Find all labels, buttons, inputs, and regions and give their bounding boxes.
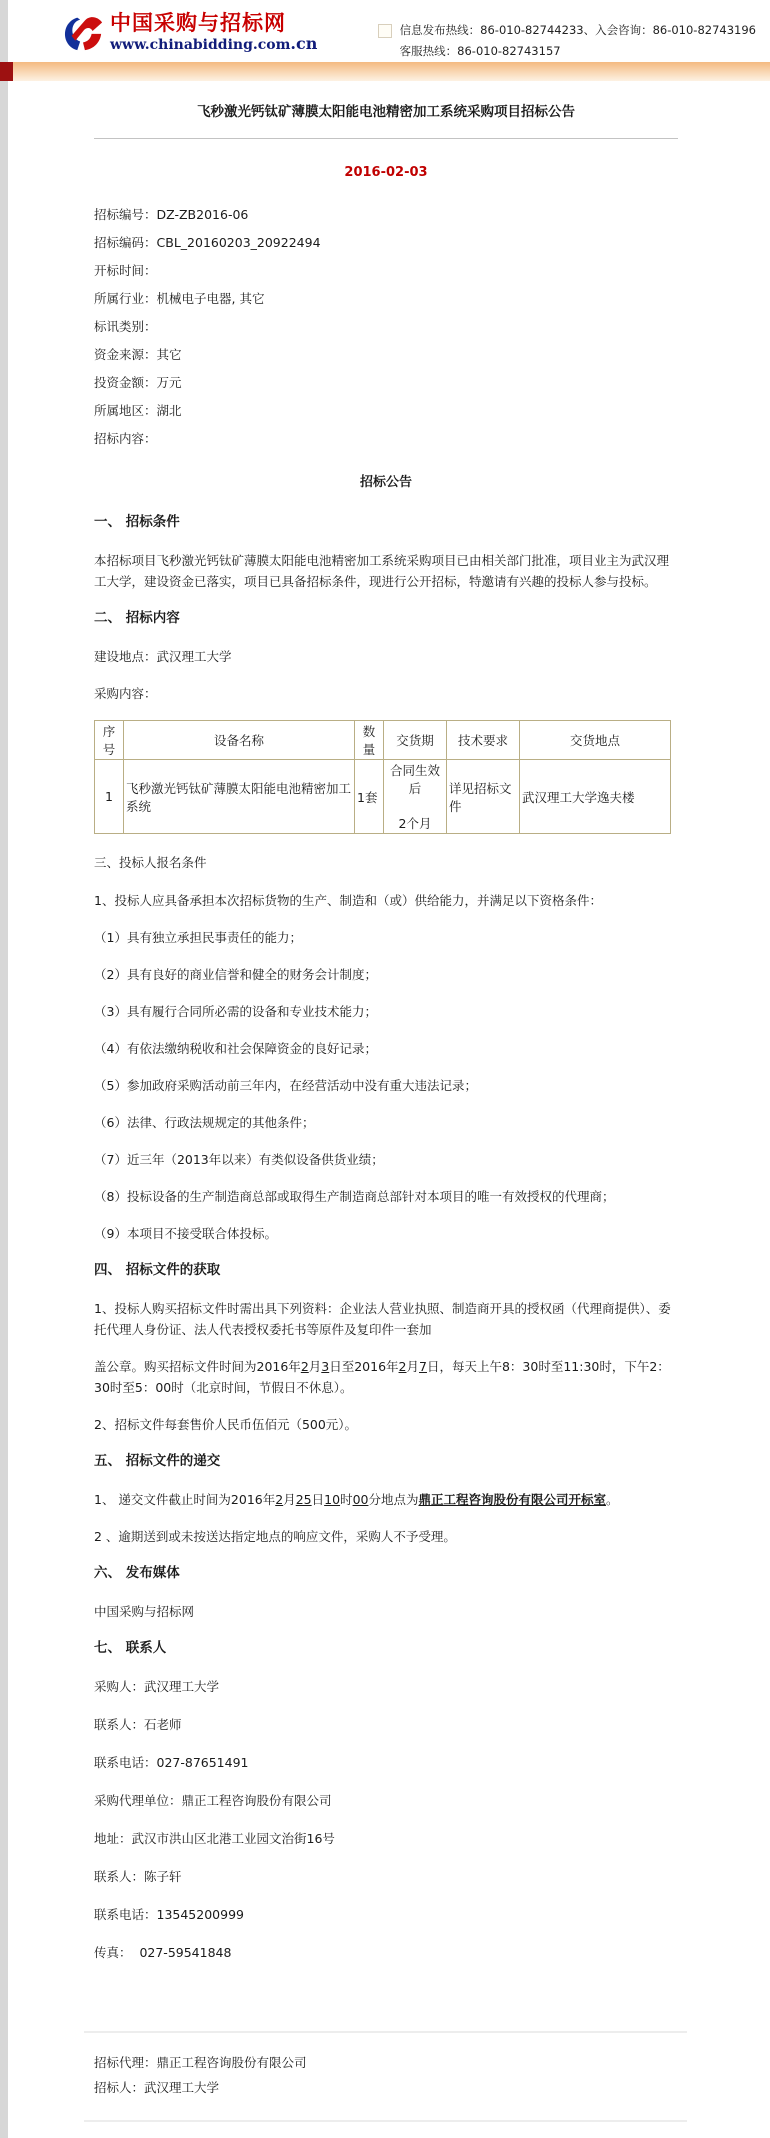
section3-heading: 三、投标人报名条件 <box>94 855 207 870</box>
text-run: 。 <box>606 1492 619 1507</box>
qualification-item: （4）有依法缴纳税收和社会保障资金的良好记录； <box>94 1041 377 1056</box>
late-submission-paragraph: 2 、逾期送到或未按送达指定地点的响应文件，采购人不予受理。 <box>94 1529 456 1544</box>
cell-seq: 1 <box>95 760 124 834</box>
meta-value: 其它 <box>156 347 182 362</box>
deadline-paragraph <box>94 1489 678 1510</box>
bid-opening-venue: 鼎正工程咨询股份有限公司开标室 <box>418 1492 606 1507</box>
meta-value: 万元 <box>156 375 182 390</box>
contact-list <box>94 1676 678 1963</box>
text-run: 日 <box>311 1492 325 1507</box>
meta-field <box>94 374 678 391</box>
meta-field <box>94 290 678 307</box>
meta-value: 湖北 <box>156 403 182 418</box>
site-url-suffix: .cn <box>290 34 318 53</box>
underlined-run: 00 <box>352 1492 369 1507</box>
text-run: 分地点为 <box>368 1492 419 1507</box>
document-price-paragraph: 2、招标文件每套售价人民币伍佰元（500元）。 <box>94 1417 358 1432</box>
qualification-item: （9）本项目不接受联合体投标。 <box>94 1226 277 1241</box>
hotline-block <box>378 23 756 65</box>
qualification-item: （3）具有履行合同所必需的设备和专业技术能力； <box>94 1004 377 1019</box>
cell-qty: 1套 <box>355 760 384 834</box>
meta-value: DZ-ZB2016-06 <box>156 207 249 222</box>
contact-line: 传真： 027-59541848 <box>94 1945 232 1960</box>
site-url-main: www.chinabidding.com <box>110 37 291 53</box>
footer-bottom-divider <box>84 2120 687 2122</box>
contact-line: 联系人：石老师 <box>94 1717 182 1732</box>
contact-line: 采购代理单位：鼎正工程咨询股份有限公司 <box>94 1793 332 1808</box>
section6-heading: 六、 发布媒体 <box>94 1565 180 1581</box>
cell-name: 飞秒激光钙钛矿薄膜太阳能电池精密加工系统 <box>124 760 355 834</box>
text-run: 1、 递交文件截止时间为2016年 <box>94 1492 276 1507</box>
meta-label: 所属行业： <box>94 291 157 306</box>
meta-field <box>94 318 678 335</box>
col-header-delivery: 交货期 <box>384 721 447 760</box>
contact-line: 联系电话：027-87651491 <box>94 1755 249 1770</box>
contact-line: 联系电话：13545200999 <box>94 1907 244 1922</box>
contact-line: 地址：武汉市洪山区北港工业园文治街16号 <box>94 1831 335 1846</box>
meta-value: 机械电子电器, 其它 <box>156 291 265 306</box>
announcement-footer <box>94 2031 678 2138</box>
underlined-run: 2 <box>300 1359 309 1374</box>
header-checkbox[interactable] <box>378 24 392 38</box>
page-title: 飞秒激光钙钛矿薄膜太阳能电池精密加工系统采购项目招标公告 <box>197 104 575 120</box>
text-run: 时 <box>340 1492 353 1507</box>
notice-heading: 招标公告 <box>359 475 412 490</box>
qualification-item: （7）近三年（2013年以来）有类似设备供货业绩； <box>94 1152 384 1167</box>
meta-label: 开标时间： <box>94 263 157 278</box>
meta-field <box>94 262 678 279</box>
site-header <box>0 0 770 62</box>
equipment-table <box>94 720 671 834</box>
construction-site-line: 建设地点：武汉理工大学 <box>94 649 232 664</box>
underlined-run: 10 <box>324 1492 341 1507</box>
text-run: 日至2016年 <box>329 1359 399 1374</box>
text-run: 盖公章。购买招标文件时间为2016年 <box>94 1359 301 1374</box>
footer-agent-line: 招标代理：鼎正工程咨询股份有限公司 <box>94 2055 307 2070</box>
text-run: 日，每天上午8：30时至11:30时，下午2：30时至5：00时（北京时间，节假日不休息）。 <box>94 1359 670 1395</box>
table-header-row <box>95 721 671 760</box>
section1-paragraph: 本招标项目飞秒激光钙钛矿薄膜太阳能电池精密加工系统采购项目已由相关部门批准，项目业主为武汉理工大学，建设资金已落实，项目已具备招标条件，现进行公开招标，特邀请有兴趣的投标人参与投标。 <box>94 553 670 589</box>
orange-divider-bar <box>0 62 770 81</box>
col-header-seq: 序号 <box>95 721 124 760</box>
purchase-content-label: 采购内容： <box>94 686 157 701</box>
col-header-tech: 技术要求 <box>447 721 520 760</box>
qualification-item: （5）参加政府采购活动前三年内，在经营活动中没有重大违法记录； <box>94 1078 477 1093</box>
meta-label: 资金来源： <box>94 347 157 362</box>
meta-label: 所属地区： <box>94 403 157 418</box>
meta-label: 标讯类别： <box>94 319 157 334</box>
section5-heading: 五、 招标文件的递交 <box>94 1453 221 1469</box>
footer-bidder-line: 招标人：武汉理工大学 <box>94 2080 220 2095</box>
col-header-qty: 数量 <box>355 721 384 760</box>
service-hotline: 客服热线：86-010-82743157 <box>399 44 561 58</box>
hotline-lines <box>400 23 756 65</box>
site-url <box>110 36 317 53</box>
publish-date: 2016-02-03 <box>344 165 428 180</box>
cell-tech: 详见招标文件 <box>447 760 520 834</box>
underlined-run: 25 <box>295 1492 312 1507</box>
meta-field-list <box>94 206 678 447</box>
site-name: 中国采购与招标网 <box>110 11 286 35</box>
delivery-line1: 合同生效后 <box>389 763 440 796</box>
red-corner-chip <box>0 62 13 81</box>
page-left-edge <box>0 0 8 2138</box>
chinabidding-logo-icon <box>62 11 104 53</box>
text-run: 月 <box>308 1359 322 1374</box>
publish-media-line: 中国采购与招标网 <box>94 1604 195 1619</box>
footer-divider <box>84 2031 687 2033</box>
col-header-place: 交货地点 <box>520 721 671 760</box>
announcement-content <box>0 81 770 2138</box>
section4-heading: 四、 招标文件的获取 <box>94 1262 221 1278</box>
cell-delivery <box>384 760 447 834</box>
qualification-item: （6）法律、行政法规规定的其他条件； <box>94 1115 315 1130</box>
meta-field <box>94 234 678 251</box>
title-divider <box>94 138 678 139</box>
contact-line: 联系人：陈子轩 <box>94 1869 182 1884</box>
meta-label: 招标内容： <box>94 431 157 446</box>
document-purchase-paragraph: 1、投标人购买招标文件时需出具下列资料：企业法人营业执照、制造商开具的授权函（代理商提供）、委托代理人身份证、法人代表授权委托书等原件及复印件一套加 <box>94 1301 671 1337</box>
delivery-line2: 2个月 <box>398 816 432 831</box>
cell-place: 武汉理工大学逸夫楼 <box>520 760 671 834</box>
text-run: 月 <box>283 1492 296 1507</box>
text-run: 月 <box>406 1359 420 1374</box>
underlined-run: 2 <box>275 1492 284 1507</box>
logo-text <box>110 11 317 53</box>
meta-field <box>94 402 678 419</box>
site-logo[interactable] <box>62 11 317 53</box>
underlined-run: 7 <box>419 1359 427 1374</box>
section3-intro: 1、投标人应具备承担本次招标货物的生产、制造和（或）供给能力，并满足以下资格条件： <box>94 893 602 908</box>
qualification-item: （1）具有独立承担民事责任的能力； <box>94 930 302 945</box>
meta-value: CBL_20160203_20922494 <box>156 235 321 250</box>
meta-label: 招标编号： <box>94 207 157 222</box>
underlined-run: 3 <box>321 1359 330 1374</box>
qualification-item: （8）投标设备的生产制造商总部或取得生产制造商总部针对本项目的唯一有效授权的代理商； <box>94 1189 615 1204</box>
table-row <box>95 760 671 834</box>
underlined-run: 2 <box>398 1359 407 1374</box>
qualification-item: （2）具有良好的商业信誉和健全的财务会计制度； <box>94 967 377 982</box>
section7-heading: 七、 联系人 <box>94 1640 167 1656</box>
meta-field <box>94 430 678 447</box>
section1-heading: 一、 招标条件 <box>94 514 180 530</box>
meta-label: 招标编码： <box>94 235 157 250</box>
info-hotline: 信息发布热线：86-010-82744233、入会咨询：86-010-82743196 <box>399 23 756 37</box>
meta-field <box>94 346 678 363</box>
meta-label: 投资金额： <box>94 375 157 390</box>
qualification-list <box>94 927 678 1244</box>
section2-heading: 二、 招标内容 <box>94 610 180 626</box>
col-header-name: 设备名称 <box>124 721 355 760</box>
purchase-time-paragraph <box>94 1356 678 1398</box>
meta-field <box>94 206 678 223</box>
contact-line: 采购人：武汉理工大学 <box>94 1679 220 1694</box>
